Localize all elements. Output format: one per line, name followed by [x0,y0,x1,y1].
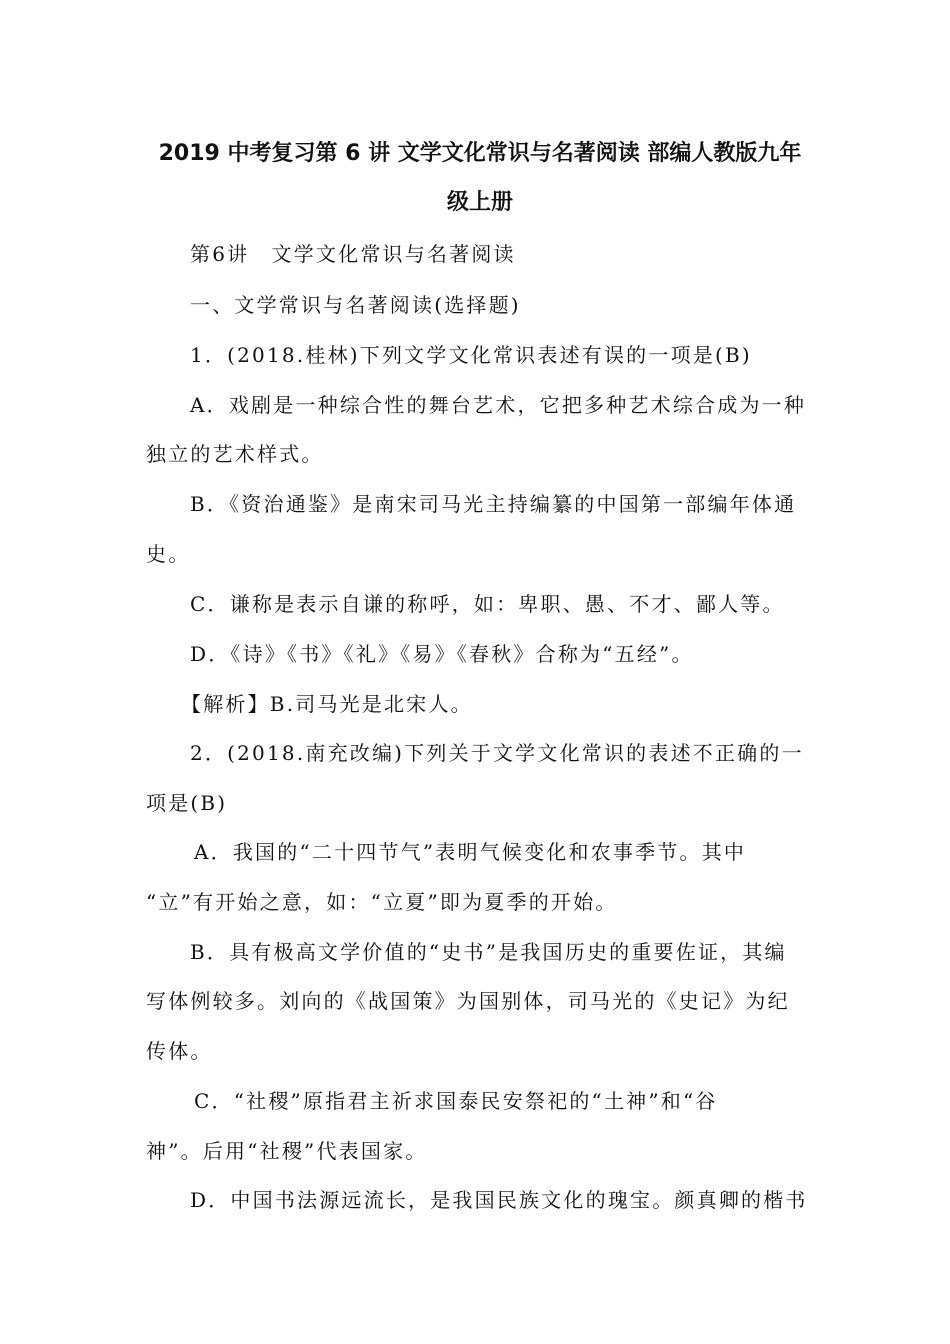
document-title-line-1: 2019 中考复习第 6 讲 文学文化常识与名著阅读 部编人教版九年 [158,141,802,166]
question-2-stem-continued: 项是(B) [146,791,228,815]
question-1-analysis: 【解析】B.司马光是北宋人。 [181,692,473,716]
question-1-option-a: A．戏剧是一种综合性的舞台艺术，它把多种艺术综合成为一种 [190,393,807,417]
question-2-stem: 2．(2018.南充改编)下列关于文学文化常识的表述不正确的一 [190,741,804,765]
question-1-option-b-continued: 史。 [146,542,191,566]
question-2-option-b-end: 传体。 [146,1039,213,1063]
question-2-option-a-continued: “立”有开始之意，如：“立夏”即为夏季的开始。 [146,890,618,914]
question-2-option-d: D．中国书法源远流长，是我国民族文化的瑰宝。颜真卿的楷书 [190,1188,808,1212]
question-1-option-d: D．《诗》《书》《礼》《易》《春秋》合称为“五经”。 [190,642,694,666]
document-title-line-2: 级上册 [446,190,513,215]
question-1-stem: 1．(2018.桂林)下列文学文化常识表述有误的一项是(B) [190,343,752,367]
section-heading: 一、文学常识与名著阅读(选择题) [190,293,521,317]
question-1-option-b: B．《资治通鉴》是南宋司马光主持编纂的中国第一部编年体通 [190,492,797,516]
question-1-option-a-continued: 独立的艺术样式。 [146,442,324,466]
question-2-option-b-continued: 写体例较多。刘向的《战国策》为国别体，司马光的《史记》为纪 [146,989,790,1013]
question-2-option-b: B．具有极高文学价值的“史书”是我国历史的重要佐证，其编 [190,940,787,964]
question-2-option-a: A．我国的“二十四节气”表明气候变化和农事季节。其中 [194,840,747,864]
question-2-option-c-continued: 神”。后用“社稷”代表国家。 [146,1139,428,1163]
question-1-option-c: C．谦称是表示自谦的称呼，如：卑职、愚、不才、鄙人等。 [190,592,785,616]
lecture-heading: 第6讲 文学文化常识与名著阅读 [190,242,516,266]
question-2-option-c: C．“社稷”原指君主祈求国泰民安祭祀的“土神”和“谷 [194,1089,718,1113]
